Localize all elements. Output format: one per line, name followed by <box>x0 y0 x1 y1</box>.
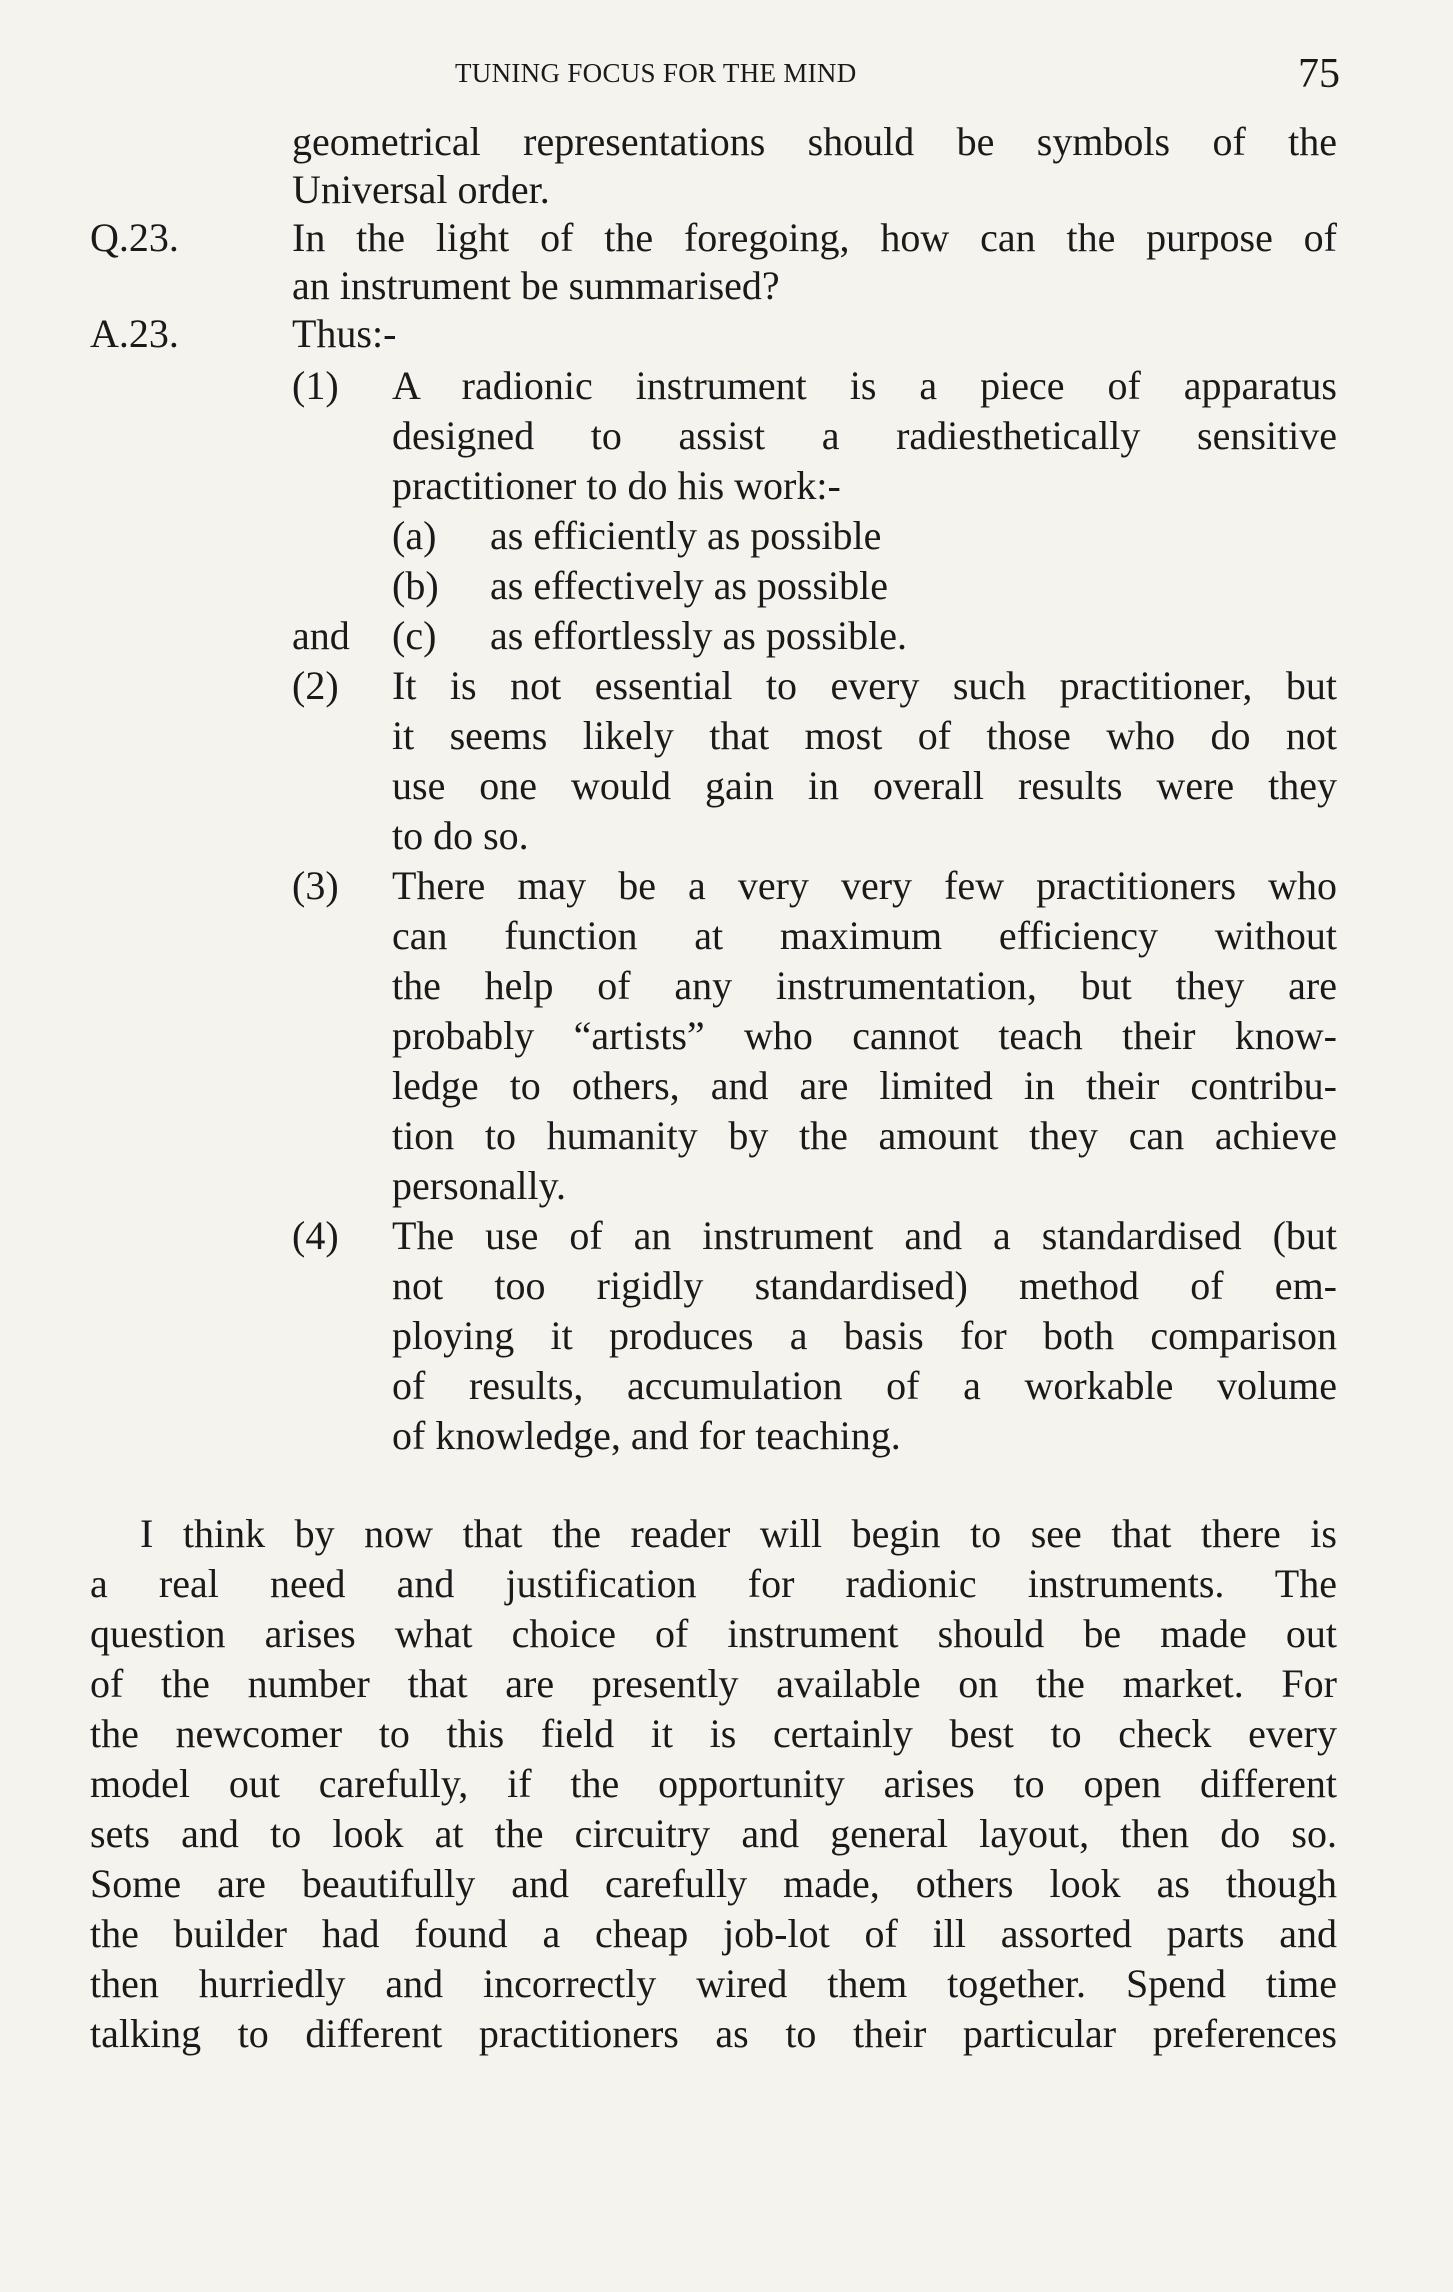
sub-item-prefix: and <box>292 613 350 658</box>
paragraph-line: of the number that are presently available on the market. For <box>90 1661 1337 1706</box>
point-line: ploying it produces a basis for both comparison <box>392 1313 1337 1358</box>
point-line: it seems likely that most of those who do not <box>392 713 1337 758</box>
point-line: tion to humanity by the amount they can achieve <box>392 1113 1337 1158</box>
point-line: A radionic instrument is a piece of apparatus <box>392 363 1337 408</box>
sub-item-letter: (a) <box>392 513 437 558</box>
point-line: of results, accumulation of a workable volume <box>392 1363 1337 1408</box>
intro-line: geometrical representations should be symbols of the <box>292 119 1337 164</box>
point-number: (1) <box>292 363 339 408</box>
sub-item-letter: (c) <box>392 613 437 658</box>
point-line: can function at maximum efficiency without <box>392 913 1337 958</box>
point-number: (3) <box>292 863 339 908</box>
point-line: personally. <box>392 1163 567 1208</box>
paragraph-line: the newcomer to this field it is certainly best to check every <box>90 1711 1337 1756</box>
point-line: to do so. <box>392 813 529 858</box>
point-number: (4) <box>292 1213 339 1258</box>
paragraph-line: the builder had found a cheap job-lot of ill assorted parts and <box>90 1911 1337 1956</box>
sub-item-text: as effortlessly as possible. <box>490 613 907 658</box>
point-line: practitioner to do his work:- <box>392 463 841 508</box>
point-line: The use of an instrument and a standardised (but <box>392 1213 1337 1258</box>
point-line: ledge to others, and are limited in their contribu- <box>392 1063 1337 1108</box>
point-number: (2) <box>292 663 339 708</box>
point-line: of knowledge, and for teaching. <box>392 1413 901 1458</box>
question-label: Q.23. <box>90 215 179 260</box>
point-line: probably “artists” who cannot teach their know- <box>392 1013 1337 1058</box>
sub-item-letter: (b) <box>392 563 439 608</box>
point-line: designed to assist a radiesthetically sensitive <box>392 413 1337 458</box>
paragraph-line: sets and to look at the circuitry and general layout, then do so. <box>90 1811 1337 1856</box>
question-line: an instrument be summarised? <box>292 263 780 308</box>
point-line: There may be a very very few practitioners who <box>392 863 1337 908</box>
paragraph-line: model out carefully, if the opportunity arises to open different <box>90 1761 1337 1806</box>
answer-intro: Thus:- <box>292 311 397 356</box>
running-head <box>90 50 1340 100</box>
point-line: use one would gain in overall results were they <box>392 763 1337 808</box>
answer-label: A.23. <box>90 311 179 356</box>
point-line: the help of any instrumentation, but they are <box>392 963 1337 1008</box>
intro-line: Universal order. <box>292 167 550 212</box>
paragraph-line: a real need and justification for radionic instruments. The <box>90 1561 1337 1606</box>
paragraph-line: Some are beautifully and carefully made, others look as though <box>90 1861 1337 1906</box>
paragraph-line: question arises what choice of instrument should be made out <box>90 1611 1337 1656</box>
question-line: In the light of the foregoing, how can the purpose of <box>292 215 1337 260</box>
sub-item-text: as effectively as possible <box>490 563 889 608</box>
paragraph-line: then hurriedly and incorrectly wired them together. Spend time <box>90 1961 1337 2006</box>
running-title: TUNING FOCUS FOR THE MIND <box>455 58 857 88</box>
page-number: 75 <box>1298 51 1340 97</box>
point-line: not too rigidly standardised) method of em- <box>392 1263 1337 1308</box>
paragraph-line: talking to different practitioners as to their particular preferences <box>90 2011 1337 2056</box>
point-line: It is not essential to every such practitioner, but <box>392 663 1337 708</box>
paragraph-line: I think by now that the reader will begin to see that there is <box>140 1511 1337 1556</box>
sub-item-text: as efficiently as possible <box>490 513 882 558</box>
